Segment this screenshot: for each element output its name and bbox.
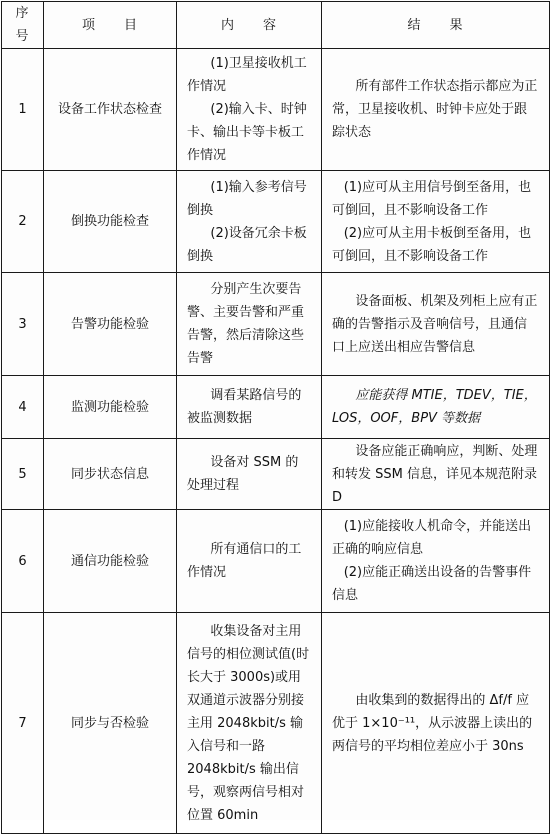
result-line: (2)应可从主用卡板倒至备用，也可倒回，且不影响设备工作	[332, 225, 532, 264]
row-item: 告警功能检验	[44, 273, 177, 376]
row-content	[177, 171, 322, 273]
content-line: (1)卫星接收机工作情况	[187, 56, 307, 94]
row-content	[177, 510, 322, 613]
row-content	[177, 49, 322, 171]
inspection-table	[1, 1, 550, 834]
row-result	[322, 171, 550, 273]
table-row	[2, 273, 550, 376]
content-line: 分别产生次要告警、主要告警和严重告警，然后清除这些告警	[187, 282, 305, 366]
result-line: 所有部件工作状态指示都应为正常，卫星接收机、时钟卡应处于跟踪状态	[332, 79, 538, 140]
result-line: (1)应能接收人机命令，并能送出正确的响应信息	[332, 519, 532, 557]
row-no: 5	[2, 439, 44, 510]
content-line: (2)输入卡、时钟卡、输出卡等卡板工作情况	[187, 102, 307, 163]
row-item: 设备工作状态检查	[44, 49, 177, 171]
row-content	[177, 613, 322, 834]
row-result	[322, 510, 550, 613]
row-item: 监测功能检验	[44, 376, 177, 439]
row-result	[322, 613, 550, 834]
header-result: 结 果	[322, 2, 550, 49]
content-line: 所有通信口的工作情况	[187, 542, 302, 580]
row-no: 1	[2, 49, 44, 171]
row-content	[177, 439, 322, 510]
result-line: 应能获得 MTIE，TDEV，TIE，LOS，OOF，BPV 等数据	[332, 388, 537, 426]
header-no: 序号	[2, 2, 44, 49]
content-line: (2)设备冗余卡板倒换	[187, 225, 307, 264]
table-row	[2, 510, 550, 613]
header-row	[2, 2, 550, 49]
result-line: 设备面板、机架及列柜上应有正确的告警指示及音响信号，且通信口上应送出相应告警信息	[332, 293, 538, 355]
row-no: 3	[2, 273, 44, 376]
row-item: 通信功能检验	[44, 510, 177, 613]
result-line: 由收集到的数据得出的 Δf/f 应优于 1×10⁻¹¹，从示波器上读出的两信号的平均相位差应小于 30ns	[332, 692, 533, 754]
row-item: 倒换功能检查	[44, 171, 177, 273]
row-result	[322, 49, 550, 171]
result-line: 设备应能正确响应，判断、处理和转发 SSM 信息，详见本规范附录 D	[332, 443, 538, 505]
header-item: 项 目	[44, 2, 177, 49]
table-row	[2, 613, 550, 834]
content-line: (1)输入参考信号倒换	[187, 179, 307, 218]
row-no: 7	[2, 613, 44, 834]
table-row	[2, 171, 550, 273]
row-no: 2	[2, 171, 44, 273]
content-line: 设备对 SSM 的处理过程	[187, 455, 299, 493]
row-content	[177, 273, 322, 376]
table-row	[2, 376, 550, 439]
header-content: 内 容	[177, 2, 322, 49]
row-item: 同步状态信息	[44, 439, 177, 510]
row-content	[177, 376, 322, 439]
table-row	[2, 439, 550, 510]
table-row	[2, 49, 550, 171]
result-line: (1)应可从主用信号倒至备用，也可倒回，且不影响设备工作	[332, 179, 532, 218]
row-item: 同步与否检验	[44, 613, 177, 834]
row-result	[322, 376, 550, 439]
row-result	[322, 439, 550, 510]
row-result	[322, 273, 550, 376]
content-line: 收集设备对主用信号的相位测试值(时长大于 3000s)或用双通道示波器分别接主用 2048kbit/s 输入信号和一路 2048kbit/s 输出信号，观察两信号相对位置 60min	[187, 623, 310, 823]
content-line: 调看某路信号的被监测数据	[187, 388, 302, 426]
row-no: 6	[2, 510, 44, 613]
result-line: (2)应能正确送出设备的告警事件信息	[332, 565, 532, 603]
row-no: 4	[2, 376, 44, 439]
